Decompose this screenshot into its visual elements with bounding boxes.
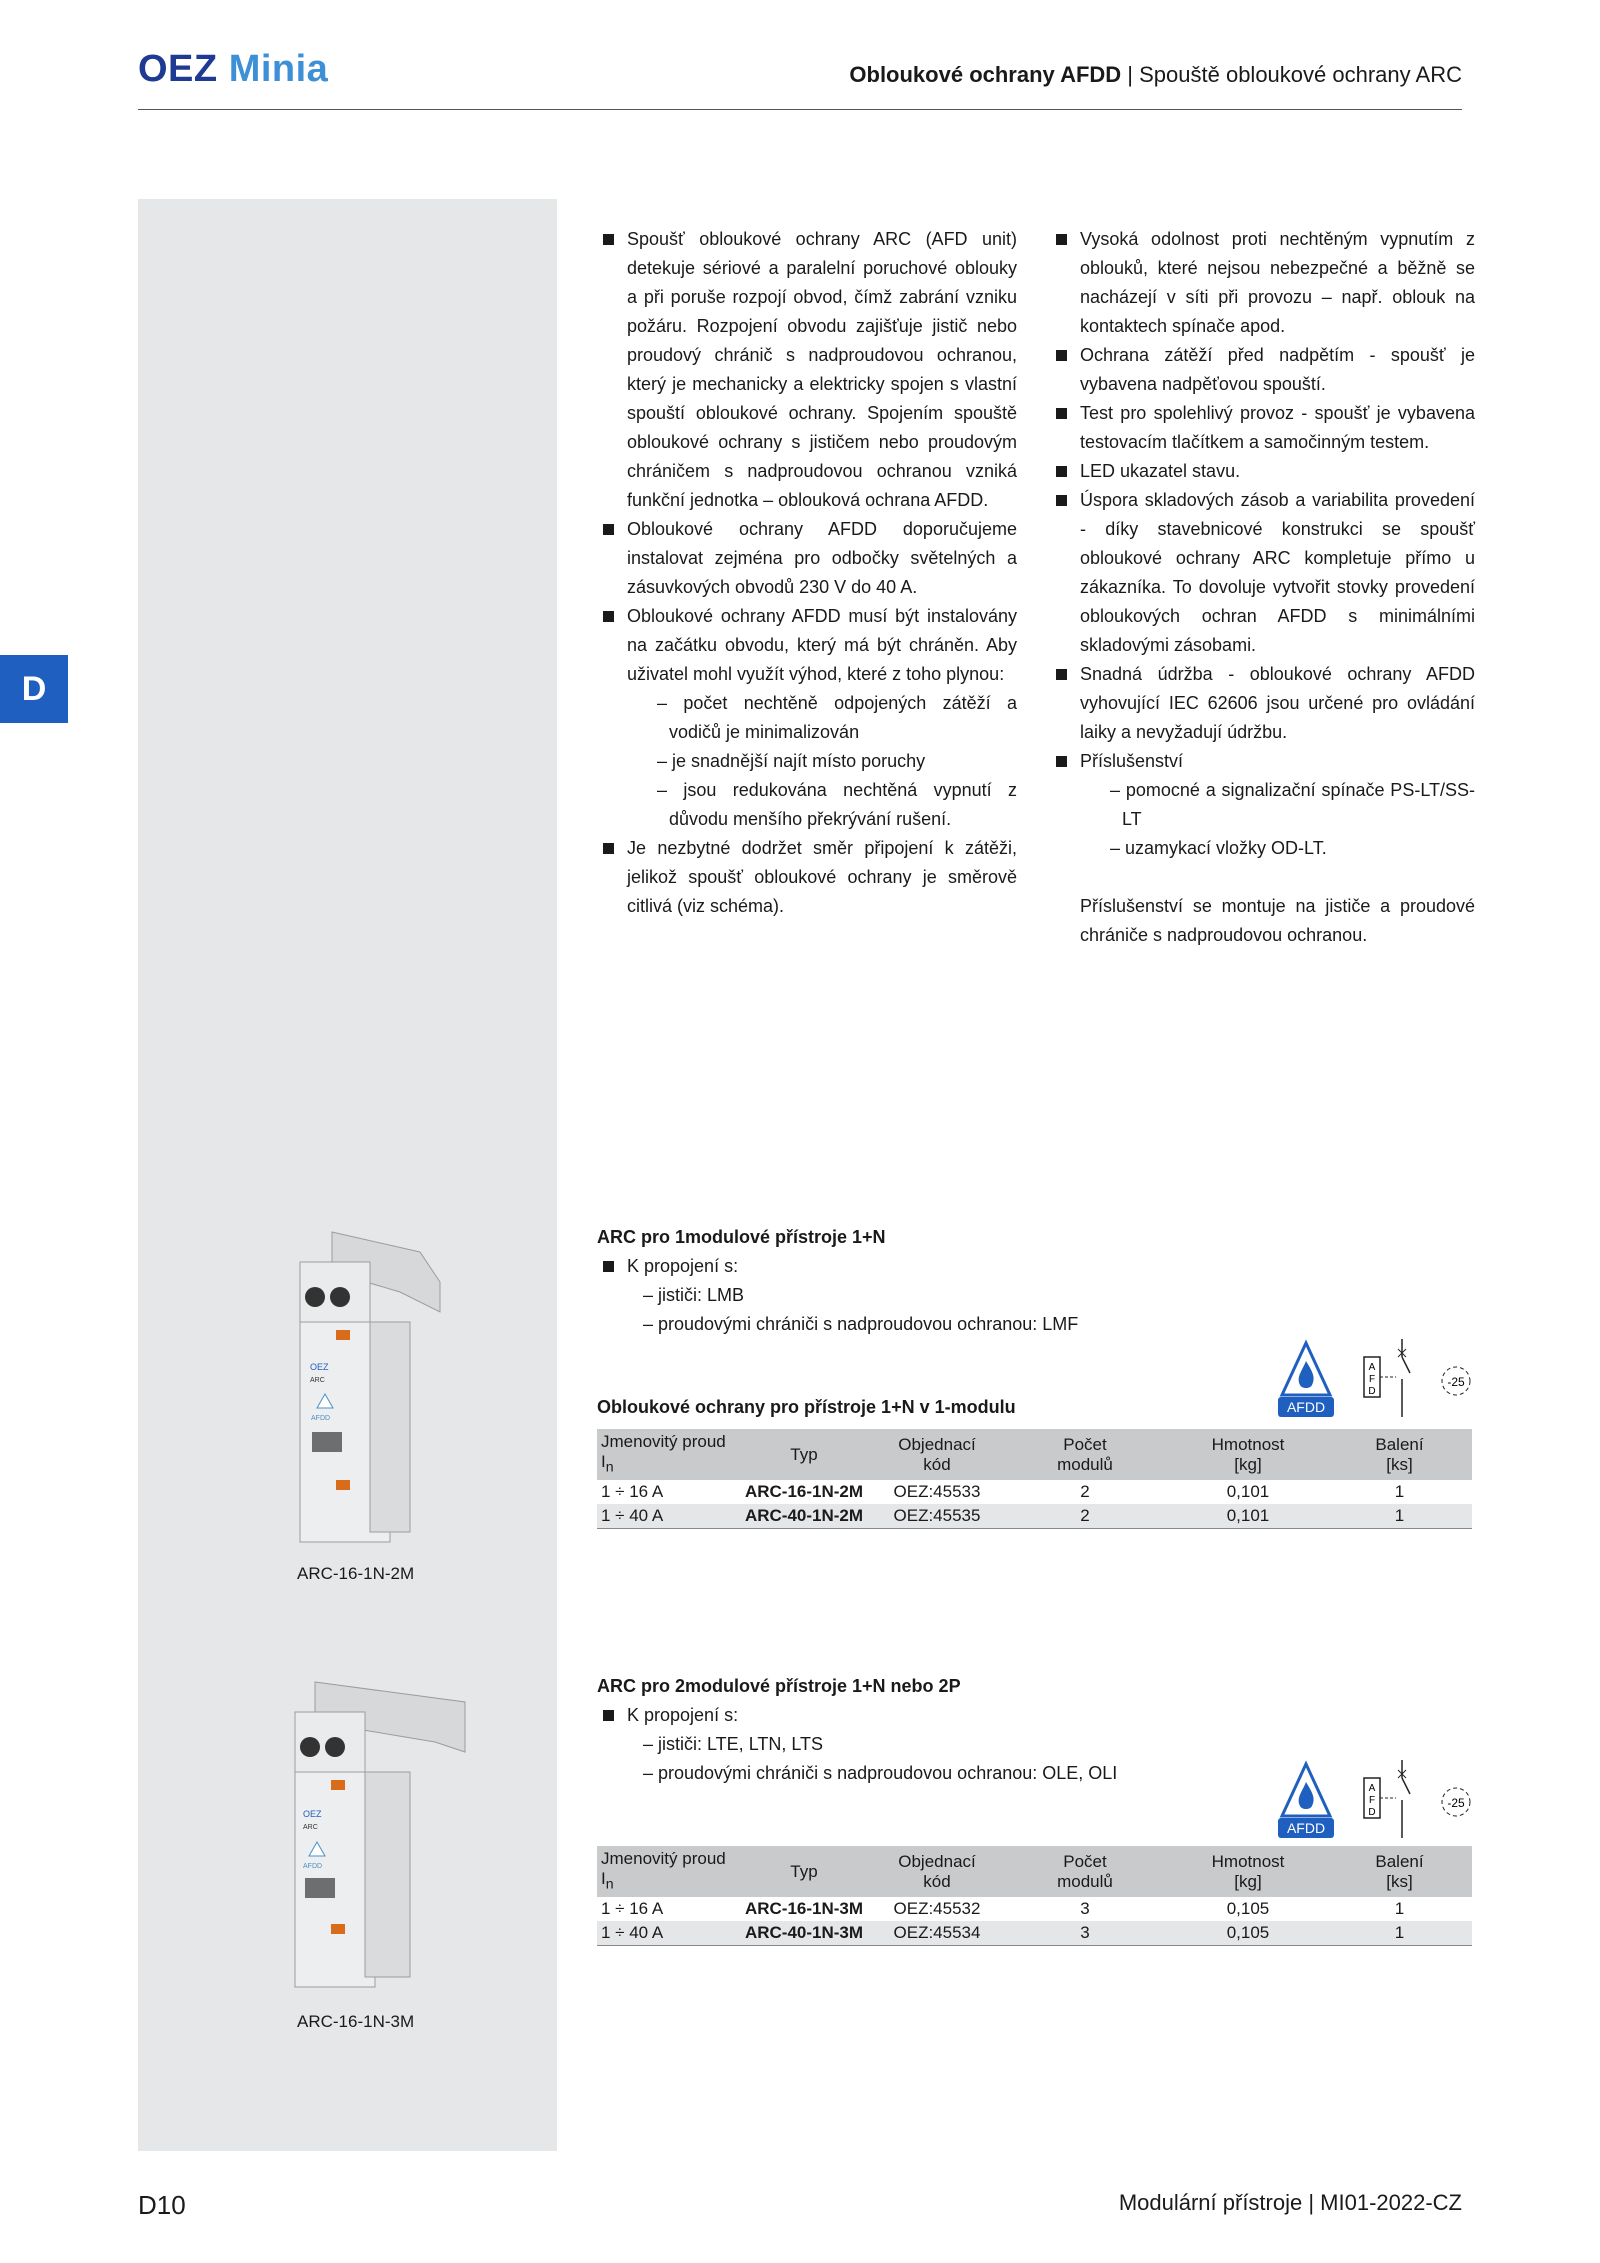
header-label: Jmenovitý proud I — [601, 1432, 726, 1471]
bullet-led: LED ukazatel stavu. — [1050, 457, 1475, 486]
connect-sub-breakers: – jističi: LMB — [643, 1285, 745, 1305]
col-package — [1327, 1429, 1472, 1480]
cell-package: 1 — [1394, 1482, 1405, 1502]
bullet-test: Test pro spolehlivý provoz - spoušť je vybavena testovacím tlačítkem a samočinným testem. — [1050, 399, 1475, 457]
dash-item — [1050, 776, 1475, 834]
dash-text: – počet nechtěně odpojených zátěží a vodičů je minimalizován — [657, 693, 1017, 742]
header-divider — [138, 109, 1462, 110]
cell-weight: 0,105 — [1226, 1899, 1270, 1919]
header-label: Objednací — [898, 1851, 976, 1871]
cell-order-code: OEZ:45533 — [893, 1482, 981, 1502]
connect-sub-rcbo: – proudovými chrániči s nadproudovou ochranou: OLE, OLI — [643, 1763, 1118, 1783]
header-label: Balení — [1375, 1434, 1424, 1454]
device-model-text: ARC — [310, 1377, 325, 1384]
dash-item — [597, 776, 1017, 834]
col-weight — [1169, 1846, 1327, 1897]
dash-item — [1050, 834, 1475, 863]
icon-group-2 — [1276, 1760, 1476, 1840]
header-title-bold: Obloukové ochrany AFDD — [849, 62, 1122, 87]
table-title: Obloukové ochrany pro přístroje 1+N v 1-modulu — [597, 1397, 1016, 1417]
col-type: Typ — [735, 1429, 873, 1480]
bullet-savings: Úspora skladových zásob a variabilita provedení - díky stavebnicové konstrukci se spoušť obloukové ochrany ARC kompletuje přímo u zákazníka. To dovoluje vytvořit stovky provedení obloukových ochran AFDD s minimálními skladovými zásobami. — [1050, 486, 1475, 660]
cell-rated-current: 1 ÷ 16 A — [601, 1482, 664, 1502]
text-column-left — [597, 225, 1017, 921]
temperature-snowflake-icon — [1436, 1782, 1476, 1822]
spec-table-2 — [597, 1846, 1472, 1946]
cell-rated-current: 1 ÷ 16 A — [601, 1899, 664, 1919]
header-label: Hmotnost — [1211, 1851, 1285, 1871]
cell-order-code: OEZ:45535 — [873, 1504, 1001, 1529]
header-label: Počet — [1063, 1851, 1107, 1871]
temperature-label: -25 — [1447, 1375, 1465, 1389]
cell-package: 1 — [1327, 1504, 1472, 1529]
afd-letter: F — [1368, 1795, 1376, 1806]
header-label: [kg] — [1234, 1871, 1262, 1891]
cell-modules: 3 — [1001, 1921, 1169, 1946]
bullet-maintenance: Snadná údržba - obloukové ochrany AFDD vyhovující IEC 62606 jsou určené pro ovládání laiky a nevyžadují údržbu. — [1050, 660, 1475, 747]
cell-rated-current: 1 ÷ 40 A — [597, 1504, 735, 1529]
col-modules — [1001, 1846, 1169, 1897]
product-caption-2: ARC-16-1N-3M — [297, 2012, 415, 2031]
dash-text: – uzamykací vložky OD-LT. — [1110, 838, 1327, 858]
temperature-label: -25 — [1447, 1796, 1465, 1810]
afd-letter: A — [1368, 1783, 1376, 1794]
bullet-afdd-recommendation: Obloukové ochrany AFDD doporučujeme instalovat zejména pro odbočky světelných a zásuvkových obvodů 230 V do 40 A. — [597, 515, 1017, 602]
text-column-right — [1050, 225, 1475, 950]
logo-minia: Minia — [228, 48, 329, 90]
cell-type: ARC-40-1N-3M — [735, 1921, 873, 1946]
header-label: Počet — [1063, 1434, 1107, 1454]
dash-text: – pomocné a signalizační spínače PS-LT/SS-LT — [1110, 780, 1475, 829]
table-row — [597, 1921, 1472, 1946]
header-label: Jmenovitý proud I — [601, 1849, 726, 1888]
brand-logo — [138, 48, 328, 91]
page-header-title — [849, 62, 1462, 88]
connect-sub-breakers: – jističi: LTE, LTN, LTS — [643, 1734, 824, 1754]
cell-weight: 0,101 — [1226, 1482, 1270, 1502]
header-label: [kg] — [1234, 1454, 1262, 1474]
cell-type: ARC-40-1N-2M — [735, 1504, 873, 1529]
table-header-row — [597, 1846, 1472, 1897]
cell-rated-current: 1 ÷ 40 A — [597, 1921, 735, 1946]
spec-table-1 — [597, 1429, 1472, 1529]
cell-package: 1 — [1327, 1921, 1472, 1946]
logo-oez: OEZ — [138, 48, 218, 90]
afd-schematic-icon — [1360, 1760, 1420, 1840]
header-label: Hmotnost — [1211, 1434, 1285, 1454]
cell-order-code: OEZ:45532 — [893, 1899, 981, 1919]
cell-modules: 2 — [1080, 1482, 1090, 1502]
header-label: modulů — [1057, 1454, 1113, 1474]
cell-modules: 3 — [1080, 1899, 1090, 1919]
chapter-tab: D — [0, 655, 68, 723]
afdd-label: AFDD — [1286, 1399, 1326, 1415]
col-rated-current — [597, 1846, 735, 1897]
cell-modules: 2 — [1001, 1504, 1169, 1529]
section-title: ARC pro 2modulové přístroje 1+N nebo 2P — [597, 1676, 961, 1696]
bullet-arc-description: Spoušť obloukové ochrany ARC (AFD unit) detekuje sériové a paralelní poruchové oblouky a při poruše rozpojí obvod, čímž zabrání vzniku požáru. Rozpojení obvodu zajišťuje jistič nebo proudový chránič s nadproudovou ochranou, který je mechanicky a elektricky spojen s vlastní spouští obloukové ochrany. Spojením spouště obloukové ochrany s jističem nebo proudovým chráničem s nadproudovou ochranou vzniká funkční jednotka – oblouková ochrana AFDD. — [597, 225, 1017, 515]
section-title: ARC pro 1modulové přístroje 1+N — [597, 1227, 886, 1247]
afd-letter: D — [1368, 1807, 1376, 1818]
section-arc-1module — [597, 1223, 1467, 1339]
header-label: kód — [923, 1454, 951, 1474]
bullet-accessories: Příslušenství — [1050, 747, 1475, 776]
accessories-note: Příslušenství se montuje na jističe a proudové chrániče s nadproudovou ochranou. — [1080, 896, 1475, 945]
col-rated-current — [597, 1429, 735, 1480]
connect-sub-rcbo: – proudovými chrániči s nadproudovou ochranou: LMF — [643, 1314, 1079, 1334]
header-label: [ks] — [1386, 1454, 1413, 1474]
device-model-text: ARC — [303, 1824, 318, 1831]
header-sub: n — [605, 1876, 614, 1893]
device-brand-text: OEZ — [303, 1809, 322, 1819]
cell-weight: 0,105 — [1169, 1921, 1327, 1946]
icon-group-1 — [1276, 1339, 1476, 1419]
cell-package: 1 — [1394, 1899, 1405, 1919]
afd-letter: A — [1368, 1362, 1376, 1373]
device-afdd-text: AFDD — [303, 1863, 323, 1870]
col-order-code — [873, 1429, 1001, 1480]
table-row — [597, 1504, 1472, 1529]
device-brand-text: OEZ — [310, 1362, 329, 1372]
afdd-label: AFDD — [1286, 1820, 1326, 1836]
footer-publication: Modulární přístroje | MI01-2022-CZ — [1118, 2190, 1462, 2215]
afd-schematic-icon — [1360, 1339, 1420, 1419]
temperature-snowflake-icon — [1436, 1361, 1476, 1401]
table-row — [597, 1480, 1472, 1504]
header-sub: n — [605, 1459, 614, 1476]
cell-weight: 0,101 — [1169, 1504, 1327, 1529]
col-type: Typ — [735, 1846, 873, 1897]
product-caption-1: ARC-16-1N-2M — [297, 1564, 415, 1583]
cell-type: ARC-16-1N-3M — [744, 1899, 864, 1919]
cell-order-code: OEZ:45534 — [873, 1921, 1001, 1946]
product-image-arc-3m — [255, 1672, 475, 1992]
afd-letter: D — [1368, 1386, 1376, 1397]
header-title-separator: | — [1121, 62, 1140, 87]
dash-item — [597, 689, 1017, 747]
col-order-code — [873, 1846, 1001, 1897]
header-label: Balení — [1375, 1851, 1424, 1871]
afd-letter: F — [1368, 1374, 1376, 1385]
col-weight — [1169, 1429, 1327, 1480]
header-title-normal: Spouště obloukové ochrany ARC — [1139, 62, 1462, 87]
bullet-direction: Je nezbytné dodržet směr připojení k zátěži, jelikož spoušť obloukové ochrany je směrově citlivá (viz schéma). — [597, 834, 1017, 921]
bullet-overvoltage: Ochrana zátěží před nadpětím - spoušť je vybavena nadpěťovou spouští. — [1050, 341, 1475, 399]
dash-text: – je snadnější najít místo poruchy — [657, 751, 926, 771]
afdd-flame-icon — [1276, 1760, 1336, 1840]
device-afdd-text: AFDD — [311, 1415, 331, 1422]
header-label: [ks] — [1386, 1871, 1413, 1891]
bullet-installation: Obloukové ochrany AFDD musí být instalovány na začátku obvodu, který má být chráněn. Aby uživatel mohl využít výhod, které z toho plynou: — [597, 602, 1017, 689]
table-header-row — [597, 1429, 1472, 1480]
dash-item — [597, 747, 1017, 776]
afdd-flame-icon — [1276, 1339, 1336, 1419]
col-package — [1327, 1846, 1472, 1897]
product-image-arc-2m — [270, 1222, 450, 1544]
connect-item: K propojení s: — [597, 1252, 1467, 1281]
header-label: Objednací — [898, 1434, 976, 1454]
header-label: modulů — [1057, 1871, 1113, 1891]
dash-text: – jsou redukována nechtěná vypnutí z důvodu menšího překrývání rušení. — [657, 780, 1017, 829]
table-row — [597, 1897, 1472, 1921]
col-modules — [1001, 1429, 1169, 1480]
header-label: kód — [923, 1871, 951, 1891]
cell-type: ARC-16-1N-2M — [744, 1482, 864, 1502]
page-number: D10 — [138, 2190, 186, 2220]
bullet-resistance: Vysoká odolnost proti nechtěným vypnutím z oblouků, které nejsou nebezpečné a běžně se nacházejí v síti při provozu – např. oblouk na kontaktech spínače apod. — [1050, 225, 1475, 341]
connect-item: K propojení s: — [597, 1701, 1467, 1730]
